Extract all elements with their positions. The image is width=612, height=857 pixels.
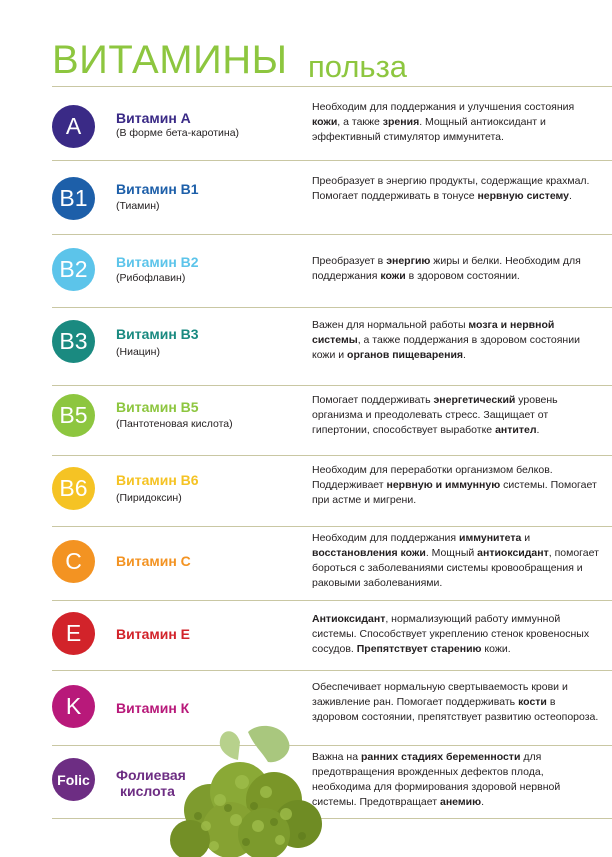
vitamin-subtitle: (Пантотеновая кислота) [116,418,233,430]
vitamin-subtitle: (Пиридоксин) [116,492,182,504]
broccoli-image [170,722,330,857]
vitamin-description: Антиоксидант, нормализующий работу иммунной системы. Способствует укреплению стенок кровеносных сосудов. Препятствует старению кожи. [312,613,590,655]
vitamin-description: Необходим для поддержания и улучшения состояния кожи, а также зрения. Мощный антиоксидант и эффективный стимулятор иммунитета. [312,101,575,143]
vitamin-subtitle: (Тиамин) [116,200,160,212]
vitamin-name: Витамин В5 [116,399,199,415]
vitamin-description: Необходим для поддержания иммунитета и восстановления кожи. Мощный антиоксидант, помогает бороться с заболеваниями системы кровообращения и раковыми заболеваниями. [312,532,599,589]
vitamin-badge-e: E [52,612,95,655]
row-separator [52,526,612,527]
vitamin-name: Витамин А [116,110,191,126]
row-separator [52,160,612,161]
vitamin-description: Важна на ранних стадиях беременности для предотвращения врожденных дефектов плода, необходима для формирования здоровой нервной системы. Предотвращает анемию. [312,751,561,808]
row-separator [52,234,612,235]
row-separator [52,600,612,601]
vitamin-name: Витамин С [116,553,191,569]
vitamin-badge-b1: B1 [52,177,95,220]
vitamin-subtitle: (Ниацин) [116,346,160,358]
row-separator [52,307,612,308]
vitamin-name: Витамин В1 [116,181,199,197]
vitamin-badge-b5: B5 [52,394,95,437]
vitamin-name: Витамин В2 [116,254,199,270]
vitamin-description: Необходим для переработки организмом белков. Поддерживает нервную и иммунную системы. Помогает при астме и мигрени. [312,464,597,506]
vitamin-badge-b6: B6 [52,467,95,510]
vitamin-name: Витамин Е [116,626,191,642]
row-separator [52,455,612,456]
vitamin-description: Важен для нормальной работы мозга и нервной системы, а также поддержания в здоровом состоянии кожи и органов пищеварения. [312,319,580,361]
vitamin-description: Помогает поддерживать энергетический уровень организма и преодолевать стресс. Защищает от гипертонии, способствует выработке антител. [312,394,558,436]
row-separator [52,385,612,386]
page-title: ВИТАМИНЫ [52,38,288,82]
vitamin-subtitle: (В форме бета-каротина) [116,127,240,139]
vitamin-description: Обеспечивает нормальную свертываемость крови и заживление ран. Помогает поддерживать кости в здоровом состоянии, препятствует развитию остеопороза. [312,681,599,723]
row-separator [52,670,612,671]
row-separator [52,86,612,87]
vitamin-badge-b2: B2 [52,248,95,291]
vitamin-subtitle: (Рибофлавин) [116,272,186,284]
vitamin-name: Фолиевая кислота [116,767,186,799]
row-separator [52,818,612,819]
vitamin-name: Витамин К [116,700,190,716]
vitamin-badge-folic: Folic [52,758,95,801]
vitamin-badge-b3: B3 [52,320,95,363]
vitamin-name: Витамин В3 [116,326,199,342]
vitamin-description: Преобразует в энергию жиры и белки. Необходим для поддержания кожи в здоровом состоянии. [312,255,581,282]
row-separator [52,745,612,746]
vitamin-badge-a: A [52,105,95,148]
vitamin-badge-c: C [52,540,95,583]
column-title-benefit: польза [308,49,408,84]
vitamin-name: Витамин В6 [116,472,199,488]
vitamin-description: Преобразует в энергию продукты, содержащие крахмал. Помогает поддерживать в тонусе нервную систему. [312,175,590,202]
vitamin-badge-k: K [52,685,95,728]
